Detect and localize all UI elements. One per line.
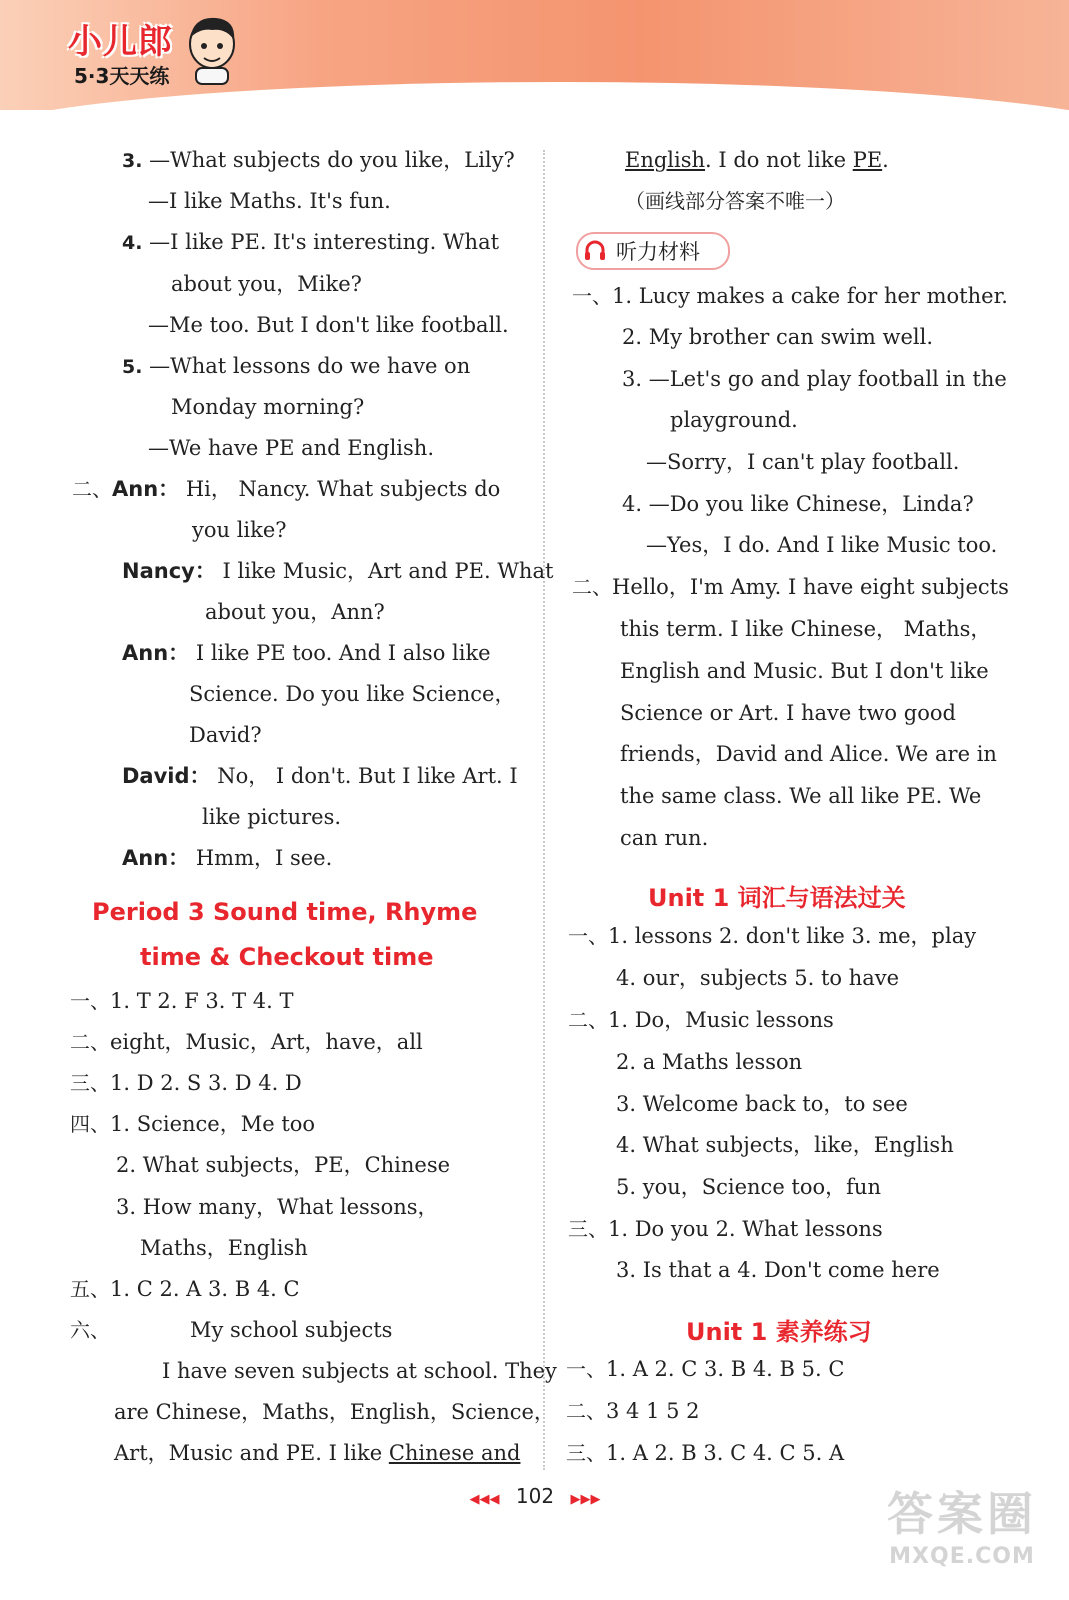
watermark-logo: 答案圈 — [887, 1487, 1037, 1541]
dialogue-line: 二、Ann： Hi， Nancy. What subjects do — [72, 477, 501, 501]
column-divider — [543, 150, 545, 1470]
series-name: 5·3天天练 — [74, 64, 170, 88]
script-line: can run. — [620, 826, 709, 850]
answer-line: Maths，English — [140, 1236, 308, 1260]
brand-logo-text: 小儿郎 — [68, 22, 173, 62]
answer-line: 一、1. A 2. C 3. B 4. B 5. C — [566, 1357, 845, 1381]
essay-line: I have seven subjects at school. They — [162, 1359, 557, 1383]
answer-line: 3. —What subjects do you like，Lily? — [122, 148, 515, 172]
dialogue-line: like pictures. — [202, 805, 342, 829]
script-line: Science or Art. I have two good — [620, 701, 956, 725]
answer-line: 二、eight，Music，Art，have，all — [70, 1030, 423, 1054]
listening-material-label: 听力材料 — [616, 240, 700, 264]
essay-heading-line: 六、 My school subjects — [70, 1318, 393, 1342]
essay-line: Art，Music and PE. I like Chinese and — [114, 1441, 521, 1465]
answer-line: 三、1. D 2. S 3. D 4. D — [70, 1071, 302, 1095]
dialogue-line: Nancy： I like Music，Art and PE. What — [122, 559, 554, 583]
watermark — [872, 1478, 1052, 1578]
essay-line: English. I do not like PE. — [625, 148, 889, 172]
answer-line: 二、3 4 1 5 2 — [566, 1399, 700, 1423]
script-line: —Yes，I do. And I like Music too. — [646, 533, 998, 557]
note-line: （画线部分答案不唯一） — [625, 189, 845, 213]
script-line: 2. My brother can swim well. — [622, 325, 934, 349]
page-number: 102 — [515, 1484, 555, 1508]
answer-line: 4. What subjects，like，English — [616, 1133, 954, 1157]
unit-title: Unit 1 素养练习 — [686, 1318, 872, 1346]
answer-line: Monday morning? — [171, 395, 365, 419]
period-title: Period 3 Sound time, Rhyme — [92, 898, 478, 926]
dialogue-line: Ann： Hmm，I see. — [122, 846, 333, 870]
dialogue-line: you like? — [192, 518, 287, 542]
answer-line: 5. —What lessons do we have on — [122, 354, 471, 378]
dialogue-line: David? — [189, 723, 262, 747]
answer-line: 一、1. lessons 2. don't like 3. me，play — [568, 924, 977, 948]
answer-line: 四、1. Science，Me too — [70, 1112, 316, 1136]
answer-line: 2. a Maths lesson — [616, 1050, 803, 1074]
answer-line: 3. Is that a 4. Don't come here — [616, 1258, 940, 1282]
page-number-bar — [450, 1484, 620, 1514]
answer-line: 五、1. C 2. A 3. B 4. C — [70, 1277, 300, 1301]
script-line: 一、1. Lucy makes a cake for her mother. — [572, 284, 1008, 308]
script-line: —Sorry，I can't play football. — [646, 450, 960, 474]
unit-title: Unit 1 词汇与语法过关 — [648, 884, 906, 912]
answer-line: 3. How many，What lessons， — [116, 1195, 439, 1219]
dialogue-line: David： No， I don't. But I like Art. I — [122, 764, 518, 788]
dialogue-line: Ann： I like PE too. And I also like — [122, 641, 491, 665]
answer-line: 5. you，Science too，fun — [616, 1175, 881, 1199]
script-line: 二、Hello，I'm Amy. I have eight subjects — [572, 575, 1009, 599]
arrow-left-icon: ◀◀◀ — [469, 1492, 500, 1507]
answer-line: —I like Maths. It's fun. — [148, 189, 391, 213]
period-title-cont: time & Checkout time — [140, 943, 434, 971]
script-line: this term. I like Chinese， Maths， — [620, 617, 992, 641]
answer-line: 三、1. Do you 2. What lessons — [568, 1217, 883, 1241]
dialogue-line: Science. Do you like Science， — [189, 682, 516, 706]
arrow-right-icon: ▶▶▶ — [570, 1492, 601, 1507]
script-line: playground. — [670, 408, 798, 432]
answer-line: 一、1. T 2. F 3. T 4. T — [70, 989, 294, 1013]
headphones-icon — [584, 239, 606, 261]
listening-material-tag — [576, 232, 730, 270]
answer-line: 4. our，subjects 5. to have — [616, 966, 900, 990]
answer-line: —We have PE and English. — [148, 436, 434, 460]
script-line: 3. —Let's go and play football in the — [622, 367, 1007, 391]
watermark-url: MXQE.COM — [889, 1544, 1035, 1569]
answer-line: 二、1. Do，Music lessons — [568, 1008, 834, 1032]
answer-line: 三、1. A 2. B 3. C 4. C 5. A — [566, 1441, 845, 1465]
essay-line: are Chinese，Maths，English，Science， — [114, 1400, 555, 1424]
answer-line: —Me too. But I don't like football. — [148, 313, 509, 337]
answer-line: 4. —I like PE. It's interesting. What — [122, 230, 500, 254]
script-line: 4. —Do you like Chinese，Linda? — [622, 492, 974, 516]
script-line: English and Music. But I don't like — [620, 659, 989, 683]
answer-line: 2. What subjects，PE，Chinese — [116, 1153, 451, 1177]
script-line: the same class. We all like PE. We — [620, 784, 982, 808]
answer-line: about you，Mike? — [171, 272, 362, 296]
answer-line: 3. Welcome back to，to see — [616, 1092, 908, 1116]
mascot-boy-icon — [182, 14, 242, 86]
dialogue-line: about you，Ann? — [205, 600, 385, 624]
script-line: friends，David and Alice. We are in — [620, 742, 997, 766]
